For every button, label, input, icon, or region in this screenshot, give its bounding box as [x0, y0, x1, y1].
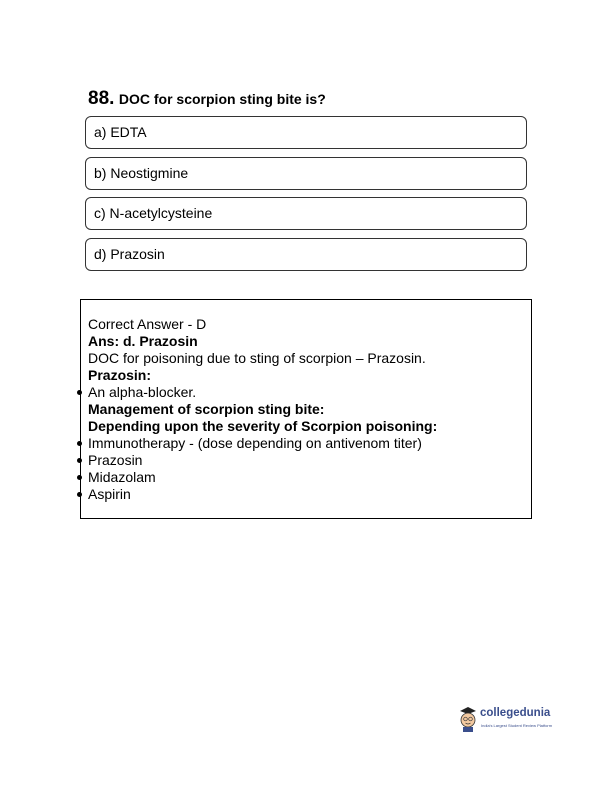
answer-box	[80, 299, 532, 519]
management-item: Midazolam	[88, 469, 531, 486]
answer-label: Ans: d. Prazosin	[88, 333, 198, 349]
management-item: Aspirin	[88, 486, 531, 503]
mascot-icon	[458, 705, 478, 733]
logo-text: collegedunia	[480, 707, 551, 719]
management-item: Prazosin	[88, 452, 531, 469]
management-item: Immunotherapy - (dose depending on antivenom titer)	[88, 435, 531, 452]
correct-answer: Correct Answer - D	[88, 316, 207, 332]
option-d[interactable]: d) Prazosin	[85, 238, 527, 271]
question-number: 88.	[88, 88, 115, 109]
option-a[interactable]: a) EDTA	[85, 116, 527, 149]
options-list	[85, 116, 527, 278]
management-heading: Management of scorpion sting bite:	[88, 401, 325, 417]
prazosin-heading: Prazosin:	[88, 367, 152, 383]
question-heading	[88, 88, 528, 110]
prazosin-bullet: An alpha-blocker.	[88, 384, 531, 401]
option-b[interactable]: b) Neostigmine	[85, 157, 527, 190]
question-text: DOC for scorpion sting bite is?	[118, 91, 326, 107]
severity-heading: Depending upon the severity of Scorpion poisoning:	[88, 418, 438, 434]
logo-tagline: India's Largest Student Review Platform	[481, 723, 553, 728]
doc-explanation: DOC for poisoning due to sting of scorpion – Prazosin.	[88, 350, 426, 366]
option-c[interactable]: c) N-acetylcysteine	[85, 197, 527, 230]
collegedunia-logo	[458, 705, 558, 737]
